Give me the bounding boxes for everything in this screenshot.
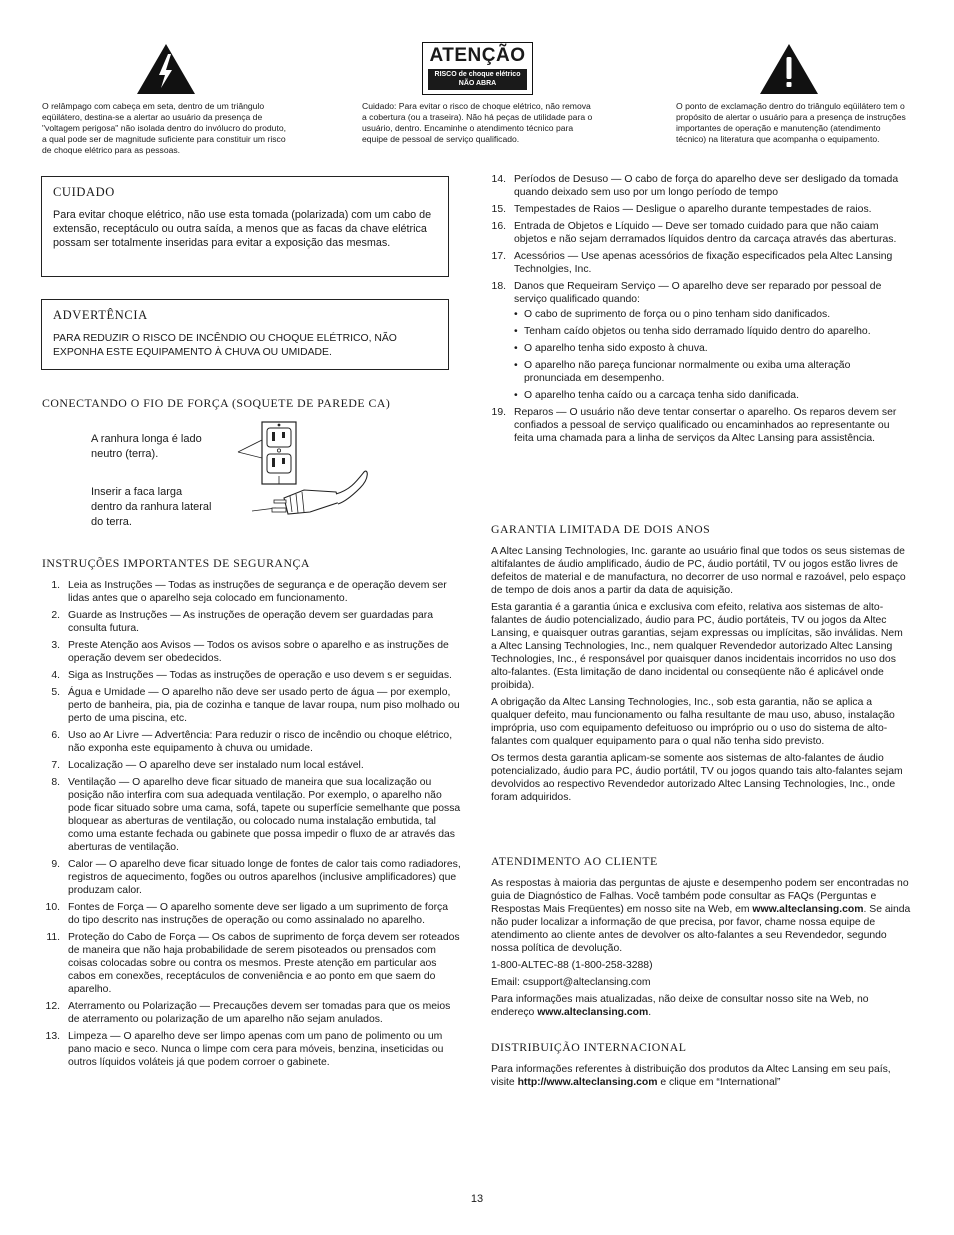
- list-item: 16. Entrada de Objetos e Líquido — Deve ser tomado cuidado para que não caiam objetos e não sejam derramados líquidos dentro da carcaça através das aberturas.: [491, 221, 897, 245]
- exclamation-warning-icon: [758, 42, 820, 96]
- service-email: Email: csupport@alteclansing.com: [491, 977, 651, 988]
- international-title: DISTRIBUIÇÃO INTERNACIONAL: [491, 1040, 687, 1054]
- list-item: 13. Limpeza — O aparelho deve ser limpo apenas com um pano de polimento ou um pano macio e seco. Nunca o limpe com cera para móveis, benzina, inseticidas ou outros líquidos voláteis já que podem corroer o gabinete.: [45, 1031, 444, 1068]
- bullet-item: • O aparelho tenha sido exposto à chuva.: [514, 342, 904, 355]
- warranty-paragraph: Esta garantia é a garantia única e exclusiva com efeito, relativa aos sistemas de alto-falantes de áudio potencializado, áudio para PC, áudio portáteis, TV ou jogos da Altec Lansing, e quaisquer outras garantias, sejam expressas ou implícitas, são inválidas. Nem a Altec Lansing Technologies, Inc., nem qualquer Revendedor autorizado Altec Lansing Technologies, Inc., é responsável por quaisquer danos incidentais incorridos no uso dos alto-falantes. (Esta limitação de dano incidental ou conseqüente não é aplicável onde proibida).: [491, 602, 903, 691]
- list-item: 14. Períodos de Desuso — O cabo de força do aparelho deve ser desligado da tomada quando deixado sem uso por um longo período de tempo: [491, 174, 899, 198]
- service-text: [491, 877, 911, 1023]
- atencao-line1: RISCO de choque elétrico: [434, 71, 521, 78]
- list-item: 1. Leia as Instruções — Todas as instruções de segurança e de operação devem ser lidas antes que o aparelho seja colocado em funcionamento.: [51, 580, 447, 604]
- advertencia-box: [41, 299, 449, 370]
- safety-list-continued: [488, 173, 904, 449]
- power-label-blade: Inserir a faca larga dentro da ranhura lateral do terra.: [91, 486, 212, 528]
- warranty-paragraph: Os termos desta garantia aplicam-se somente aos sistemas de alto-falantes de áudio potencializado, áudio para PC, áudio portátil, TV ou jogos quando tais alto-falantes sejam devolvidos ao respectivo Revendedor autorizado Altec Lansing Technologies, Inc., onde foram adquiridos.: [491, 753, 903, 803]
- service-phone: 1-800-ALTEC-88 (1-800-258-3288): [491, 960, 653, 971]
- international-link[interactable]: http://www.alteclansing.com: [517, 1077, 658, 1088]
- list-item: 5. Água e Umidade — O aparelho não deve ser usado perto de água — por exemplo, perto de banheira, pia, pia de cozinha e tanque de lavar roupa, num piso molhado ou perto de uma piscina, etc.: [51, 687, 460, 724]
- atencao-line2: NÃO ABRA: [458, 80, 497, 87]
- advertencia-title: ADVERTÊNCIA: [53, 308, 148, 322]
- cuidado-title: CUIDADO: [53, 185, 115, 199]
- page-number: 13: [470, 1193, 484, 1205]
- list-item: 17. Acessórios — Use apenas acessórios de fixação especificados pela Altec Lansing Technolgies, Inc.: [491, 251, 893, 275]
- safety-title: INSTRUÇÕES IMPORTANTES DE SEGURANÇA: [42, 556, 310, 570]
- list-item: 12. Aterramento ou Polarização — Precauções devem ser tomadas para que os meios de aterramento ou polarização de um aparelho não sejam anulados.: [45, 1001, 451, 1025]
- list-item: 10. Fontes de Força — O aparelho somente deve ser ligado a um suprimento de força do tipo descrito nas instruções de operação ou como assinalado no aparelho.: [45, 902, 449, 926]
- bullet-item: • Tenham caído objetos ou tenha sido derramado líquido dentro do aparelho.: [514, 325, 904, 338]
- warranty-title: GARANTIA LIMITADA DE DOIS ANOS: [491, 522, 711, 536]
- list-item: 7. Localização — O aparelho deve ser instalado num local estável.: [51, 760, 364, 771]
- list-item: 19. Reparos — O usuário não deve tentar consertar o aparelho. Os reparos devem ser confiados a pessoal de serviço qualificado ou encaminhados ao representante ou feita uma chamada para a linha de serviços da Altec Lansing para assistência.: [491, 407, 897, 444]
- warranty-paragraph: A obrigação da Altec Lansing Technologies, Inc., sob esta garantia, não se aplica a qualquer defeito, mau funcionamento ou falha resultante de mau uso, abuso, instalação imprópria, uso com equipamento defeituoso ou impróprio ou o uso do sistema de alto-falantes com qualquer equipamento para o qual não tenha sido previsto.: [491, 697, 895, 747]
- service-title: ATENDIMENTO AO CLIENTE: [491, 854, 658, 868]
- atencao-label: [422, 42, 533, 95]
- website-link[interactable]: www.alteclansing.com: [752, 904, 864, 915]
- service-paragraph: As respostas à maioria das perguntas de ajuste e desempenho podem ser encontradas no guia de Diagnóstico de Falhas. Você também pode consultar as FAQs (Perguntas e Respostas Mais Freqüentes) em nosso site na Web, em www.alteclansing.com. Se ainda não puder localizar a informação de que precisa, por favor, chame nossa equipe de atendimento ao cliente antes de devolver os alto-falantes a seu Revendedor, segundo nossa política de devolução.: [491, 878, 911, 954]
- list-item: 18. Danos que Requeiram Serviço — O aparelho deve ser reparado por pessoal de serviço qualificado quando: • O cabo de suprimento de força ou o pino tenham sido danificados. • Tenham caído objetos ou tenha sido derramado líquido dentro do aparelho. • O aparelho tenha sido exposto à chuva. • O aparelho não pareça funcionar normalmente ou exiba uma alteração pronunciada em desempenho. • O aparelho tenha caído ou a carcaça tenha sido danificada.: [488, 280, 904, 402]
- atencao-caption: Cuidado: Para evitar o risco de choque elétrico, não remova a cobertura (ou a traseira). Não há peças de utilidade para o usuário, dentro. Encaminhe o atendimento técnico para equipe de pessoal de serviço qualificado.: [362, 101, 593, 144]
- bullet-item: • O aparelho tenha caído ou a carcaça tenha sido danificada.: [514, 389, 904, 402]
- power-label-slot: A ranhura longa é lado neutro (terra).: [91, 433, 202, 460]
- international-text: Para informações referentes à distribuição dos produtos da Altec Lansing em seu país, visite http://www.alteclansing.com e clique em “International”: [491, 1064, 891, 1088]
- safety-list: [42, 579, 462, 1073]
- list-item: 9. Calor — O aparelho deve ficar situado longe de fontes de calor tais como radiadores, registros de aquecimento, fogões ou outros aparelhos (inclusive amplificadores) que produzam calor.: [51, 859, 461, 896]
- exclamation-caption: O ponto de exclamação dentro do triângulo eqüilátero tem o propósito de alertar o usuário para a presença de instruções importantes de operação e manutenção (atendimento técnico) na literatura que acompanha o equipamento.: [676, 101, 906, 144]
- warranty-text: [491, 545, 911, 808]
- list-item: 15. Tempestades de Raios — Desligue o aparelho durante tempestades de raios.: [491, 204, 872, 215]
- damage-bullets: [514, 308, 904, 402]
- atencao-title: ATENÇÃO: [429, 45, 526, 66]
- bullet-item: • O cabo de suprimento de força ou o pino tenham sido danificados.: [514, 308, 904, 321]
- warranty-paragraph: A Altec Lansing Technologies, Inc. garante ao usuário final que todos os seus sistemas de altifalantes de áudio amplificado, áudio de PC, áudio portátil, TV ou jogos estão livres de defeitos de material e de manufactura, no decorrer de uso normal e razoável, pelo espaço de tempo de dois anos a partir da data de aquisição.: [491, 546, 906, 596]
- advertencia-text: PARA REDUZIR O RISCO DE INCÊNDIO OU CHOQUE ELÉTRICO, NÃO EXPONHA ESTE EQUIPAMENTO À CHUVA OU UMIDADE.: [53, 333, 397, 358]
- bullet-item: • O aparelho não pareça funcionar normalmente ou exiba uma alteração pronunciada em desempenho.: [514, 359, 904, 385]
- list-item: 4. Siga as Instruções — Todas as instruções de operação e uso devem s er seguidas.: [51, 670, 452, 681]
- outlet-plug-diagram: [232, 416, 374, 526]
- cuidado-text: Para evitar choque elétrico, não use esta tomada (polarizada) com um cabo de extensão, receptáculo ou outra saída, a menos que as facas da chave elétrica possam ser totalmente inseridas para evitar a exposição das mesmas.: [53, 209, 432, 249]
- list-item: 6. Uso ao Ar Livre — Advertência: Para reduzir o risco de incêndio ou choque elétrico, não exponha este equipamento à chuva ou umidade.: [51, 730, 453, 754]
- list-item: 11. Proteção do Cabo de Força — Os cabos de suprimento de força devem ser roteados de maneira que não haja probabilidade de serem pisoteados ou prensados com coisas colocadas sobre ou contra os mesmos. Preste atenção em particular aos cabos em conexões, receptáculos de conveniência e ao ponto em que saem do aparelho.: [46, 932, 460, 995]
- lightning-warning-icon: [135, 42, 197, 96]
- list-item: 3. Preste Atenção aos Avisos — Todos os avisos sobre o aparelho e as instruções de operação devem ser obedecidos.: [51, 640, 449, 664]
- website-link[interactable]: www.alteclansing.com: [537, 1007, 649, 1018]
- cuidado-box: [41, 176, 449, 277]
- service-paragraph: Para informações mais atualizadas, não deixe de consultar nosso site na Web, no endereço www.alteclansing.com.: [491, 994, 869, 1018]
- lightning-caption: O relâmpago com cabeça em seta, dentro de um triângulo eqüilátero, destina-se a alertar ao usuário da presença de "voltagem perigosa" não isolada dentro do invólucro do produto, a qual pode ser de magnitude suficiente para constituir um risco de choque elétrico para as pessoas.: [42, 101, 287, 155]
- power-title: CONECTANDO O FIO DE FORÇA (SOQUETE DE PAREDE CA): [42, 396, 391, 410]
- list-item: 2. Guarde as Instruções — As instruções de operação devem ser guardadas para consulta futura.: [51, 610, 434, 634]
- list-item: 8. Ventilação — O aparelho deve ficar situado de maneira que sua localização ou posição não interfira com sua adequada ventilação. Por exemplo, o aparelho não pode ficar situado sobre uma cama, sofá, tapete ou superfície semelhante que possa bloquear as aberturas de ventilação, ou colocado numa instalação embutida, tal como uma estante fechada ou gabinete que possa impedir o fluxo de ar através das aberturas de ventilação.: [51, 777, 461, 853]
